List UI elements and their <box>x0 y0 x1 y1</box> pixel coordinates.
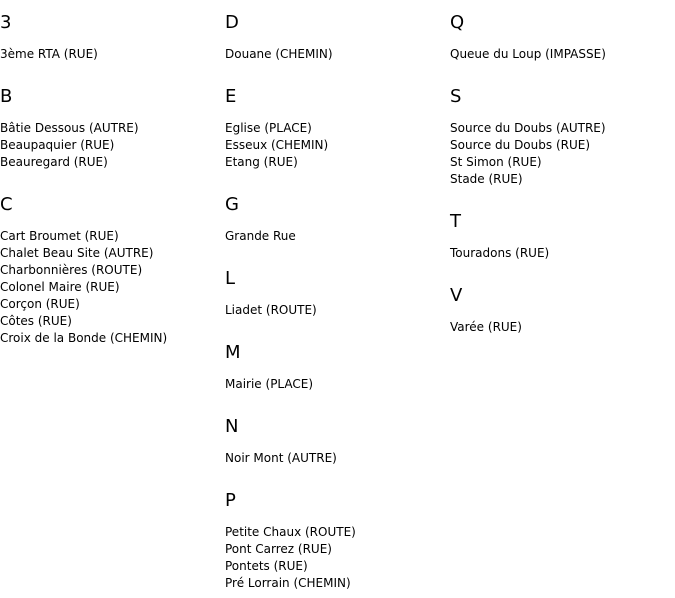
street-list <box>225 524 450 592</box>
street-list <box>450 245 675 262</box>
street-item <box>450 245 675 262</box>
street-link[interactable]: Beauregard (RUE) <box>0 155 108 169</box>
letter-heading: E <box>225 86 237 107</box>
street-list <box>225 46 450 63</box>
letter-heading: 3 <box>0 12 12 33</box>
street-link[interactable]: Etang (RUE) <box>225 155 298 169</box>
street-list <box>225 228 450 245</box>
street-item <box>450 154 675 171</box>
street-link[interactable]: Stade (RUE) <box>450 172 523 186</box>
street-item <box>225 524 450 541</box>
street-item <box>450 46 675 63</box>
letter-group <box>225 12 450 63</box>
street-item <box>0 137 225 154</box>
street-link[interactable]: Source du Doubs (AUTRE) <box>450 121 606 135</box>
street-list <box>225 302 450 319</box>
street-item <box>225 228 450 245</box>
letter-heading: T <box>450 211 461 232</box>
letter-heading: Q <box>450 12 465 33</box>
street-item <box>225 302 450 319</box>
street-list <box>0 228 225 347</box>
street-item <box>225 575 450 592</box>
letter-group <box>225 194 450 245</box>
street-item <box>0 228 225 245</box>
letter-heading: C <box>0 194 13 215</box>
street-item <box>225 541 450 558</box>
street-list <box>225 450 450 467</box>
letter-heading: M <box>225 342 241 363</box>
street-link[interactable]: Pontets (RUE) <box>225 559 308 573</box>
street-item <box>225 154 450 171</box>
street-link[interactable]: Charbonnières (ROUTE) <box>0 263 143 277</box>
street-link[interactable]: Colonel Maire (RUE) <box>0 280 120 294</box>
index-column <box>0 0 225 347</box>
street-link[interactable]: Cart Broumet (RUE) <box>0 229 119 243</box>
street-link[interactable]: Douane (CHEMIN) <box>225 47 333 61</box>
letter-heading: P <box>225 490 236 511</box>
street-link[interactable]: Chalet Beau Site (AUTRE) <box>0 246 154 260</box>
letter-heading: V <box>450 285 463 306</box>
letter-group <box>450 211 675 262</box>
street-item <box>450 171 675 188</box>
letter-group <box>225 490 450 592</box>
street-item <box>0 296 225 313</box>
street-item <box>225 120 450 137</box>
street-item <box>0 46 225 63</box>
street-link[interactable]: Noir Mont (AUTRE) <box>225 451 337 465</box>
letter-heading: N <box>225 416 239 437</box>
street-link[interactable]: Grande Rue <box>225 229 296 243</box>
street-item <box>0 120 225 137</box>
street-list <box>450 120 675 188</box>
letter-heading: L <box>225 268 236 289</box>
street-link[interactable]: Mairie (PLACE) <box>225 377 314 391</box>
street-link[interactable]: Source du Doubs (RUE) <box>450 138 591 152</box>
street-link[interactable]: Petite Chaux (ROUTE) <box>225 525 356 539</box>
street-link[interactable]: Côtes (RUE) <box>0 314 72 328</box>
street-link[interactable]: Liadet (ROUTE) <box>225 303 317 317</box>
street-item <box>0 262 225 279</box>
street-link[interactable]: Varée (RUE) <box>450 320 522 334</box>
street-list <box>450 319 675 336</box>
letter-group <box>0 12 225 63</box>
street-item <box>0 313 225 330</box>
street-link[interactable]: Queue du Loup (IMPASSE) <box>450 47 606 61</box>
street-item <box>0 279 225 296</box>
street-link[interactable]: Pont Carrez (RUE) <box>225 542 332 556</box>
letter-group <box>225 416 450 467</box>
street-item <box>225 46 450 63</box>
letter-group <box>450 12 675 63</box>
street-item <box>0 245 225 262</box>
letter-group <box>225 342 450 393</box>
street-link[interactable]: Touradons (RUE) <box>450 246 550 260</box>
letter-group <box>0 194 225 347</box>
street-item <box>225 558 450 575</box>
street-link[interactable]: Beaupaquier (RUE) <box>0 138 115 152</box>
index-column <box>450 0 675 336</box>
street-list <box>0 120 225 171</box>
street-item <box>0 154 225 171</box>
street-list <box>225 120 450 171</box>
street-item <box>0 330 225 347</box>
street-link[interactable]: Bâtie Dessous (AUTRE) <box>0 121 139 135</box>
street-link[interactable]: Croix de la Bonde (CHEMIN) <box>0 331 168 345</box>
letter-heading: D <box>225 12 239 33</box>
street-item <box>225 376 450 393</box>
letter-group <box>450 285 675 336</box>
street-item <box>450 319 675 336</box>
street-list <box>450 46 675 63</box>
street-link[interactable]: Eglise (PLACE) <box>225 121 312 135</box>
index-column <box>225 0 450 592</box>
street-item <box>450 137 675 154</box>
letter-group <box>225 86 450 171</box>
street-link[interactable]: Pré Lorrain (CHEMIN) <box>225 576 351 590</box>
street-list <box>0 46 225 63</box>
street-link[interactable]: 3ème RTA (RUE) <box>0 47 98 61</box>
letter-group <box>225 268 450 319</box>
letter-group <box>0 86 225 171</box>
street-item <box>225 450 450 467</box>
street-link[interactable]: Corçon (RUE) <box>0 297 80 311</box>
street-list <box>225 376 450 393</box>
street-link[interactable]: Esseux (CHEMIN) <box>225 138 329 152</box>
letter-heading: S <box>450 86 462 107</box>
street-item <box>225 137 450 154</box>
letter-heading: G <box>225 194 239 215</box>
letter-heading: B <box>0 86 13 107</box>
street-link[interactable]: St Simon (RUE) <box>450 155 542 169</box>
street-item <box>450 120 675 137</box>
letter-group <box>450 86 675 188</box>
